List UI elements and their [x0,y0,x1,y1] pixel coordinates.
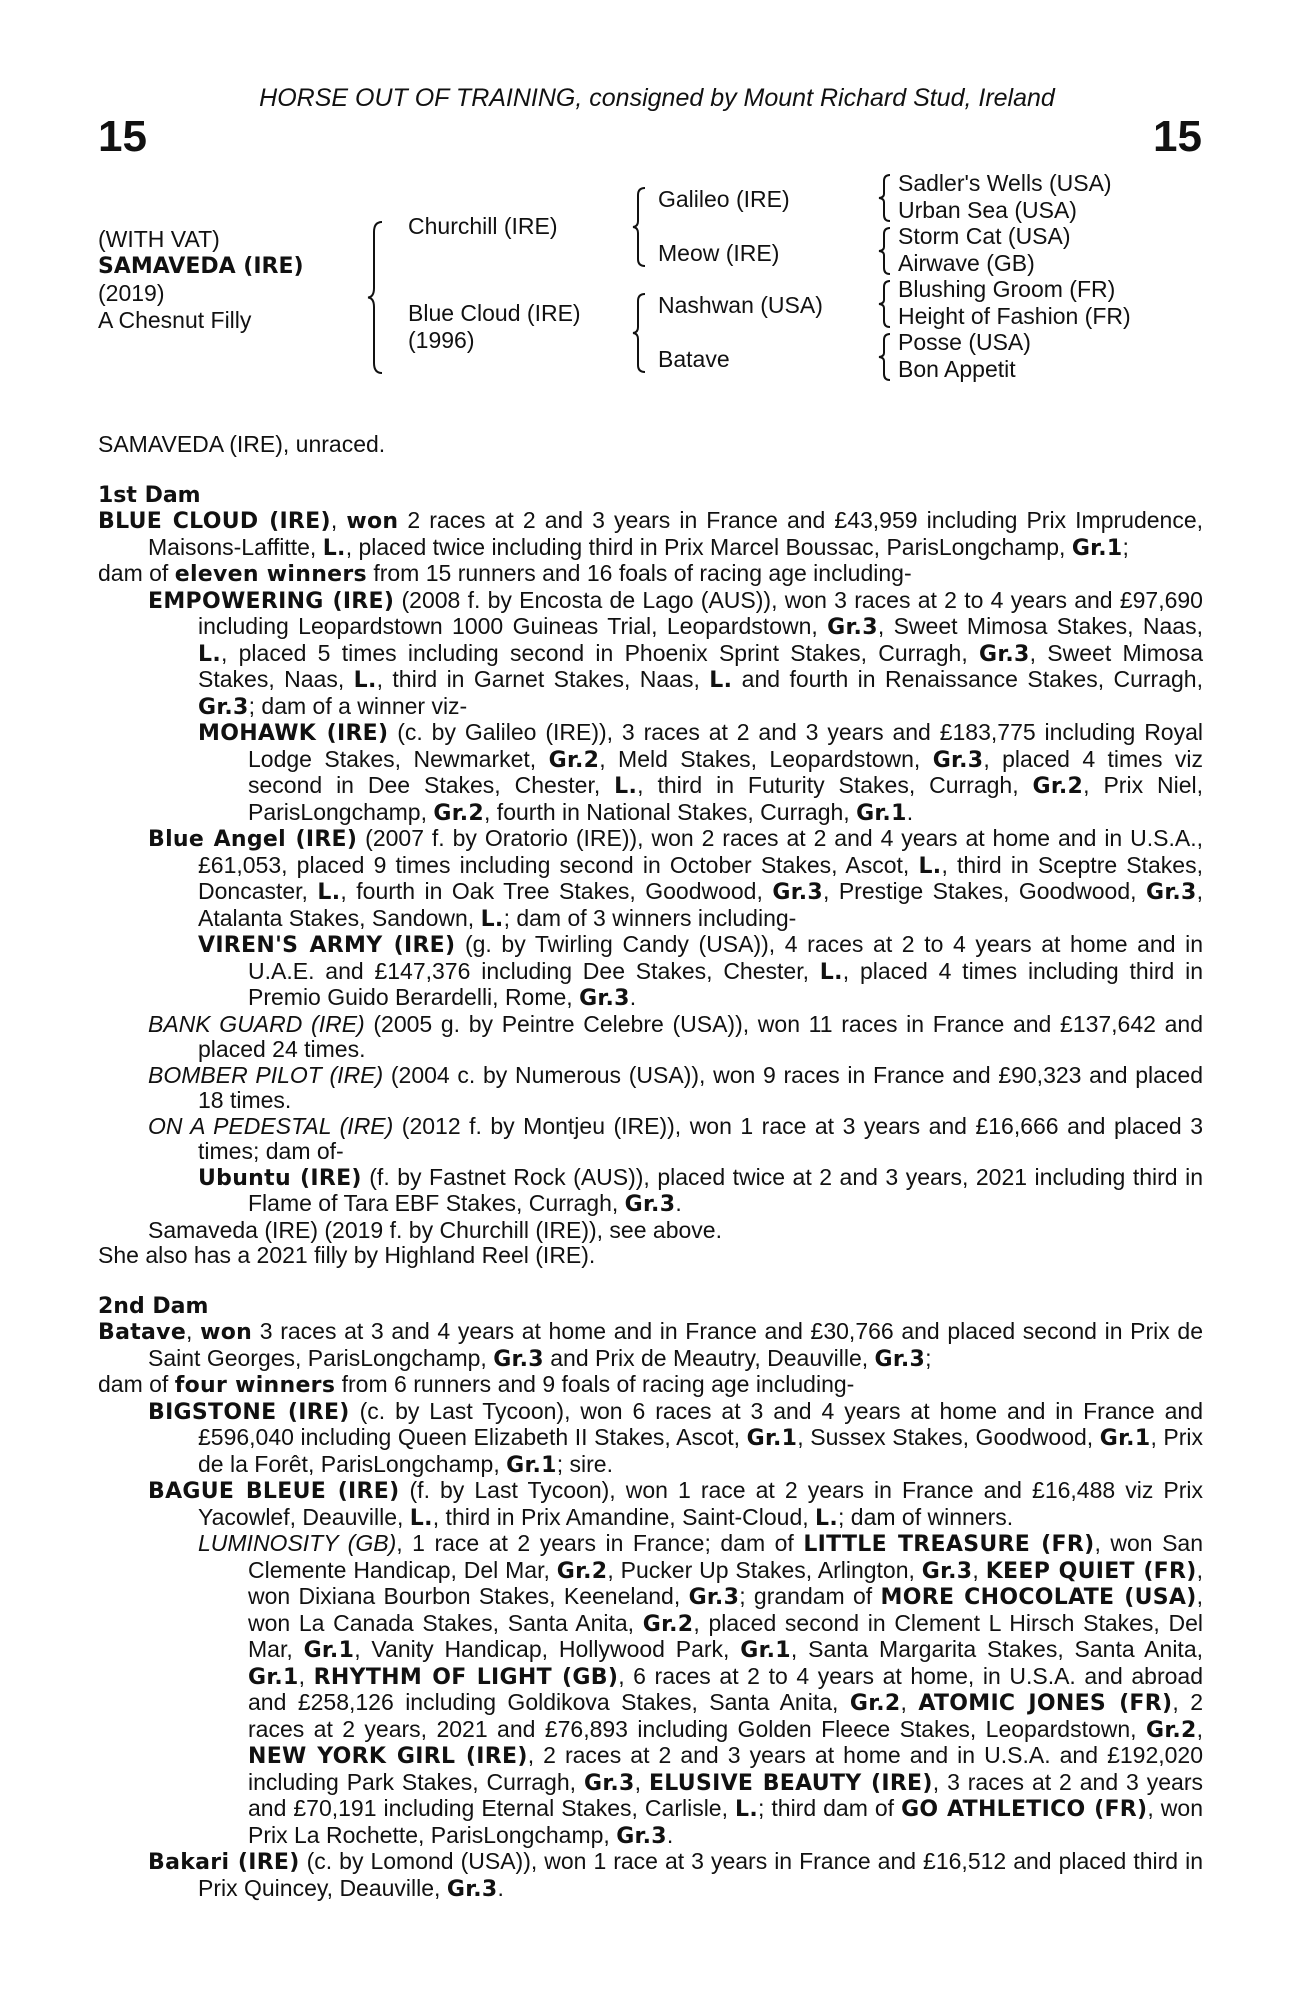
second-dam-heading: 2nd Dam [98,1293,209,1319]
bold-text: NEW YORK GIRL (IRE) [248,1744,528,1769]
brace-icon [876,226,892,276]
body-text: ; dam of winners. [838,1503,1014,1530]
bold-text: Gr.3 [772,880,823,905]
body-text: , Atalanta Stakes, Sandown, [198,878,1203,931]
bold-text: Gr.1 [506,1452,557,1478]
italic-text: ON A PEDESTAL (IRE) [148,1112,394,1139]
pedigree-paragraph [98,1218,1203,1244]
ancestor-name: Airwave (GB) [898,249,1035,276]
body-text: ; dam of a winner viz- [248,692,468,719]
bold-text: Gr.3 [624,1192,676,1217]
body-text: and Prix de Meautry, Deauville, [543,1344,875,1371]
body-text: , won Prix La Rochette, ParisLongchamp, [248,1795,1203,1848]
bold-text: Gr.3 [616,1823,667,1849]
bold-text: GO ATHLETICO (FR) [901,1797,1148,1822]
bold-text: Gr.2 [1032,774,1084,799]
bold-text: Gr.3 [932,747,984,773]
bold-text: four winners [174,1373,336,1398]
body-text: from 15 runners and 16 foals of racing age including- [366,560,912,586]
body-text: , placed twice including third in Prix Marcel Boussac, ParisLongchamp, [345,533,1072,560]
body-text: 3 races at 3 and 4 years at home and in France and £30,766 and placed second in Prix de Saint Georges, ParisLongchamp, [148,1318,1204,1371]
pedigree-paragraph [98,1478,1203,1531]
page-header-title: HORSE OUT OF TRAINING, consigned by Mount Richard Stud, Ireland [259,84,1055,112]
body-text: She also has a 2021 filly by Highland Reel (IRE). [98,1242,596,1268]
body-text: , third in Sceptre Stakes, Doncaster, [198,851,1203,904]
pedigree-paragraph [98,1531,1203,1849]
body-text: (2008 f. by Encosta de Lago (AUS)), won 3 races at 2 to 4 years and £97,690 including Leopardstown 1000 Guineas Trial, Leopardstown, [198,586,1203,639]
bold-text: Gr.2 [548,747,600,773]
bold-text: L. [409,1505,433,1531]
sire-name: Churchill (IRE) [408,213,558,239]
bold-text: L. [815,1505,839,1531]
body-text: , placed 5 times including second in Phoenix Sprint Stakes, Curragh, [220,639,979,666]
body-text: , Vanity Handicap, Hollywood Park, [354,1636,741,1662]
pedigree-paragraph [98,932,1203,1012]
ancestor-name: Height of Fashion (FR) [898,302,1131,329]
body-text: , [186,1318,201,1344]
bold-text: L. [480,906,504,932]
body-text: , 6 races at 2 to 4 years at home, in U.S.A. and abroad and £258,126 including Goldikova Stakes, Santa Anita, [248,1662,1204,1715]
bold-text: won [346,509,399,534]
bold-text: MORE CHOCOLATE (USA) [880,1585,1197,1610]
dam-year: (1996) [408,327,475,353]
sire-dam-name: Meow (IRE) [658,240,780,266]
body-text: , Sweet Mimosa Stakes, Naas, [877,613,1203,639]
body-text: , third in Futurity Stakes, Curragh, [637,772,1033,798]
bold-text: ATOMIC JONES (FR) [918,1691,1173,1716]
bold-text: RHYTHM OF LIGHT (GB) [313,1664,619,1690]
body-text: , Prestige Stakes, Goodwood, [822,878,1146,904]
body-text: , Prix de la Forêt, ParisLongchamp, [198,1424,1204,1477]
ancestor-name: Posse (USA) [898,329,1031,355]
body-text: , won La Canada Stakes, Santa Anita, [248,1583,1203,1636]
body-text: , Pucker Up Stakes, Arlington, [607,1556,922,1583]
body-text: from 6 runners and 9 foals of racing age including- [335,1371,855,1397]
body-text: , 2 races at 2 and 3 years at home and in U.S.A. and £192,020 including Park Stakes, Curragh, [248,1742,1204,1795]
bold-text: KEEP QUIET (FR) [985,1558,1197,1584]
bold-text: L. [614,774,638,799]
body-text: (2012 f. by Montjeu (IRE)), won 1 race at 3 years and £16,666 and placed 3 times; dam of- [198,1112,1204,1164]
first-dam-section [98,508,1203,1269]
bold-text: VIREN'S ARMY (IRE) [198,933,456,958]
pedigree-paragraph [98,1399,1203,1479]
body-text: , placed 4 times viz second in Dee Stakes, Chester, [248,745,1203,798]
body-text: , [900,1689,919,1715]
bold-text: Gr.2 [849,1691,901,1716]
pedigree-paragraph [98,1165,1203,1218]
pedigree-paragraph [98,1319,1203,1372]
brace-icon [631,186,647,268]
vat-note: (WITH VAT) [98,226,220,252]
body-text: , [634,1768,649,1795]
body-text: , won Dixiana Bourbon Stakes, Keeneland, [248,1556,1203,1609]
bold-text: ELUSIVE BEAUTY (IRE) [648,1770,933,1796]
pedigree-paragraph [98,826,1203,932]
bold-text: LITTLE TREASURE (FR) [803,1532,1095,1557]
body-text: , 3 races at 2 and 3 years and £70,191 including Eternal Stakes, Carlisle, [248,1768,1204,1821]
catalogue-body [98,432,1203,1902]
pedigree-paragraph [98,1012,1203,1063]
body-text: , placed 4 times including third in Premio Guido Berardelli, Rome, [248,957,1203,1010]
bold-text: Gr.2 [1145,1717,1197,1743]
bold-text: Gr.1 [746,1426,798,1451]
pedigree-paragraph [98,561,1203,588]
body-text: . [666,1821,674,1848]
bold-text: Gr.3 [688,1585,740,1610]
body-text: . [906,798,914,825]
bold-text: Gr.2 [642,1611,694,1637]
body-text: ; sire. [556,1450,613,1477]
body-text: ; [1122,533,1129,560]
body-text: , placed second in Clement L Hirsch Stakes, Del Mar, [248,1609,1203,1662]
body-text: , Santa Margarita Stakes, Santa Anita, [790,1636,1203,1662]
ancestor-name: Sadler's Wells (USA) [898,170,1112,196]
body-text: , [330,507,347,533]
bold-text: L. [353,668,377,693]
body-text: , fourth in Oak Tree Stakes, Goodwood, [340,878,773,904]
body-text: , 1 race at 2 years in France; dam of [396,1530,804,1556]
body-text: , [972,1556,986,1583]
pedigree-table [98,170,1218,400]
dam-dam-name: Batave [658,346,730,372]
brace-icon [876,279,892,329]
second-dam-section [98,1319,1203,1902]
bold-text: Gr.3 [446,1876,498,1902]
ancestor-name: Urban Sea (USA) [898,196,1077,223]
body-text: 2 races at 2 and 3 years in France and £43,959 including Prix Imprudence, Maisons-Laffitte, [148,507,1203,560]
body-text: , Meld Stakes, Leopardstown, [599,745,933,772]
bold-text: Batave [98,1320,187,1345]
brace-icon [631,292,647,374]
body-text: (c. by Lomond (USA)), won 1 race at 3 years in France and £16,512 and placed third in Prix Quincey, Deauville, [198,1848,1203,1901]
body-text: Samaveda (IRE) (2019 f. by Churchill (IRE)), see above. [148,1216,722,1243]
pedigree-paragraph [98,1849,1203,1902]
body-text: dam of [98,560,175,586]
body-text: , Sweet Mimosa Stakes, Naas, [198,639,1203,692]
body-text: and fourth in Renaissance Stakes, Curragh, [732,666,1203,692]
bold-text: L. [709,668,733,693]
bold-text: Gr.3 [583,1770,635,1796]
body-text: , 2 races at 2 years, 2021 and £76,893 including Golden Fleece Stakes, Leopardstown, [248,1689,1203,1742]
body-text: ; [925,1344,932,1371]
bold-text: EMPOWERING (IRE) [148,588,395,614]
bold-text: Gr.1 [303,1638,355,1663]
body-text: (2007 f. by Oratorio (IRE)), won 2 races at 2 and 4 years at home and in U.S.A., £61,053, placed 9 times including second in October Stakes, Ascot, [198,825,1203,878]
lot-number-left: 15 [98,112,147,161]
bold-text: Gr.1 [1071,535,1123,561]
body-text: . [675,1190,682,1216]
pedigree-paragraph [98,508,1203,561]
body-text: , won San Clemente Handicap, Del Mar, [248,1530,1203,1583]
bold-text: Gr.3 [198,694,249,720]
italic-text: BANK GUARD (IRE) [148,1010,365,1037]
body-text: (g. by Twirling Candy (USA)), 4 races at 2 to 4 years at home and in U.A.E. and £147,376 including Dee Stakes, Chester, [248,931,1204,984]
horse-name: SAMAVEDA (IRE) [98,254,304,279]
pedigree-paragraph [98,1372,1203,1399]
italic-text: BOMBER PILOT (IRE) [148,1061,384,1088]
bold-text: Gr.2 [556,1558,608,1584]
pedigree-paragraph [98,1063,1203,1114]
race-record: SAMAVEDA (IRE), unraced. [98,431,386,457]
body-text: , third in Prix Amandine, Saint-Cloud, [432,1503,816,1530]
sire-sire-name: Galileo (IRE) [658,186,790,212]
bold-text: Blue Angel (IRE) [148,827,358,852]
brace-icon [366,220,386,375]
bold-text: Gr.3 [1145,880,1197,905]
body-text: (2005 g. by Peintre Celebre (USA)), won 11 races in France and £137,642 and placed 24 times. [198,1010,1203,1062]
bold-text: L. [918,853,942,879]
bold-text: Gr.3 [827,615,878,640]
bold-text: L. [317,880,341,905]
ancestor-name: Blushing Groom (FR) [898,276,1116,302]
pedigree-paragraph [98,588,1203,721]
bold-text: BIGSTONE (IRE) [148,1399,350,1425]
bold-text: Gr.3 [874,1346,926,1372]
body-text: , fourth in National Stakes, Curragh, [484,798,857,825]
bold-text: Gr.3 [579,986,630,1011]
bold-text: BLUE CLOUD (IRE) [98,509,331,534]
body-text: ; third dam of [757,1795,902,1821]
bold-text: L. [322,535,346,561]
bold-text: Gr.1 [856,800,907,826]
body-text: (f. by Fastnet Rock (AUS)), placed twice at 2 and 3 years, 2021 including third in Flame of Tara EBF Stakes, Curragh, [248,1163,1203,1216]
brace-icon [876,332,892,382]
first-dam-heading: 1st Dam [98,482,201,508]
body-text: , [1196,1715,1203,1742]
bold-text: Gr.1 [248,1664,299,1690]
body-text: , Sussex Stakes, Goodwood, [797,1424,1100,1450]
bold-text: Gr.1 [740,1638,791,1663]
bold-text: Gr.3 [921,1558,973,1584]
bold-text: Gr.2 [433,800,485,826]
bold-text: MOHAWK (IRE) [198,721,389,746]
bold-text: eleven winners [174,562,367,587]
ancestor-name: Bon Appetit [898,355,1016,382]
horse-description: A Chesnut Filly [98,307,252,333]
bold-text: L. [819,959,843,985]
bold-text: Gr.3 [493,1346,544,1372]
dam-name: Blue Cloud (IRE) [408,300,581,326]
italic-text: LUMINOSITY (GB) [198,1530,397,1556]
bold-text: Bakari (IRE) [148,1850,300,1875]
body-text: ; grandam of [739,1583,881,1609]
bold-text: Gr.3 [979,641,1030,667]
body-text: (c. by Last Tycoon), won 6 races at 3 and 4 years at home and in France and £596,040 including Queen Elizabeth II Stakes, Ascot, [198,1397,1203,1450]
pedigree-paragraph [98,1114,1203,1165]
bold-text: Ubuntu (IRE) [198,1165,362,1191]
bold-text: won [200,1320,253,1345]
brace-icon [876,173,892,223]
body-text: (f. by Last Tycoon), won 1 race at 2 years in France and £16,488 viz Prix Yacowlef, Deauville, [198,1477,1203,1530]
bold-text: BAGUE BLEUE (IRE) [148,1479,400,1504]
body-text: , [298,1662,314,1689]
body-text: (c. by Galileo (IRE)), 3 races at 2 and 3 years and £183,775 including Royal Lodge Stakes, Newmarket, [248,719,1203,772]
body-text: . [497,1874,504,1901]
ancestor-name: Storm Cat (USA) [898,223,1071,249]
body-text: (2004 c. by Numerous (USA)), won 9 races in France and £90,323 and placed 18 times. [198,1061,1203,1113]
body-text: dam of [98,1371,175,1397]
dam-sire-name: Nashwan (USA) [658,292,823,318]
body-text: , third in Garnet Stakes, Naas, [376,666,710,692]
lot-number-right: 15 [1153,112,1202,161]
horse-year: (2019) [98,280,165,306]
bold-text: L. [198,641,221,667]
body-text: ; dam of 3 winners including- [503,904,797,931]
pedigree-paragraph [98,720,1203,826]
bold-text: L. [735,1797,758,1822]
pedigree-paragraph [98,1243,1203,1269]
body-text: , Prix Niel, ParisLongchamp, [248,772,1204,825]
bold-text: Gr.1 [1099,1426,1151,1451]
body-text: . [629,984,637,1010]
